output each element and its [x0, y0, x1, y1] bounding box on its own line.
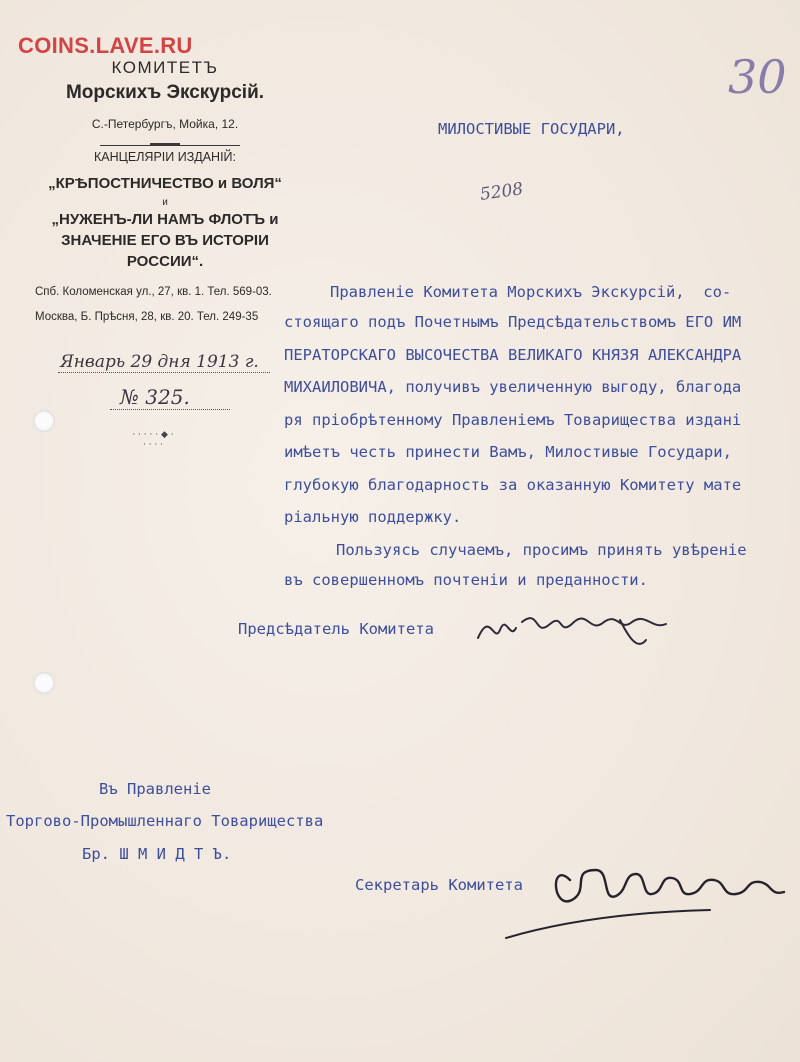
letterhead-publication-1: „КРѢПОСТНИЧЕСТВО и ВОЛЯ“	[48, 175, 282, 192]
body-line-6: имѣетъ честь принести Вамъ, Милостивые Государи,	[284, 443, 732, 461]
letterhead-committee: КОМИТЕТЪ	[111, 58, 219, 77]
handwritten-number: № 325.	[120, 385, 190, 409]
body-line-8: ріальную поддержку.	[284, 508, 462, 526]
number-underline	[110, 409, 230, 410]
publication-2-line-1: „НУЖЕНЪ-ЛИ НАМЪ ФЛОТЪ и	[51, 211, 279, 228]
secretary-label: Секретарь Комитета	[355, 876, 523, 894]
body-line-7: глубокую благодарность за оказанную Комитету мате	[284, 476, 742, 494]
body-line-5: ря пріобрѣтенному Правленіемъ Товарищества издані	[284, 411, 742, 429]
date-underline	[58, 372, 270, 373]
letterhead-divider-accent	[150, 143, 180, 146]
publication-2-line-2: ЗНАЧЕНІЕ ЕГО ВЪ ИСТОРІИ	[61, 232, 269, 249]
addressee-line-2: Торгово-Промышленнаго Товарищества	[6, 812, 324, 830]
punch-hole-top	[33, 410, 55, 432]
body-line-1: Правленіе Комитета Морскихъ Экскурсій, со-	[330, 283, 732, 301]
letterhead-city: С.-Петербургъ, Мойка, 12.	[91, 117, 239, 131]
body-line-4: МИХАИЛОВИЧА, получивъ увеличенную выгоду, благода	[284, 378, 742, 396]
letterhead-office: КАНЦЕЛЯРІИ ИЗДАНІЙ:	[93, 150, 237, 164]
publication-2-line-3: РОССИИ“.	[126, 253, 204, 270]
ornament-divider: · · · · · ◆ · · · · ·	[132, 430, 174, 450]
letterhead-address-spb: Спб. Коломенская ул., 27, кв. 1. Тел. 569-03.	[35, 286, 272, 298]
salutation: МИЛОСТИВЫЕ ГОСУДАРИ,	[438, 120, 625, 138]
closing-line-1: Пользуясь случаемъ, просимъ принять увѣреніе	[336, 541, 747, 559]
body-line-2: стоящаго подъ Почетнымъ Предсѣдательствомъ ЕГО ИМ	[284, 313, 742, 331]
letterhead-name: Морскихъ Экскурсій.	[65, 82, 265, 103]
chairman-label: Предсѣдатель Комитета	[238, 620, 434, 638]
chairman-signature	[470, 600, 680, 670]
letterhead-and: и	[162, 197, 168, 208]
addressee-line-1: Въ Правленіе	[99, 780, 211, 798]
closing-line-2: въ совершенномъ почтеніи и преданности.	[284, 571, 648, 589]
pencil-page-number: 30	[728, 50, 787, 104]
letterhead-publication-2	[30, 209, 300, 272]
watermark: COINS.LAVE.RU	[18, 33, 193, 58]
secretary-signature	[500, 840, 800, 950]
letterhead-address-moscow: Москва, Б. Прѣсня, 28, кв. 20. Тел. 249-35	[35, 311, 259, 323]
handwritten-date: Январь 29 дня 1913 г.	[60, 352, 259, 372]
body-line-3: ПЕРАТОРСКАГО ВЫСОЧЕСТВА ВЕЛИКАГО КНЯЗЯ АЛЕКСАНДРА	[284, 346, 742, 364]
addressee-line-3: Бр. Ш М И Д Т Ъ.	[82, 845, 232, 863]
punch-hole-bottom	[33, 672, 55, 694]
incoming-number: 5208	[478, 179, 525, 205]
